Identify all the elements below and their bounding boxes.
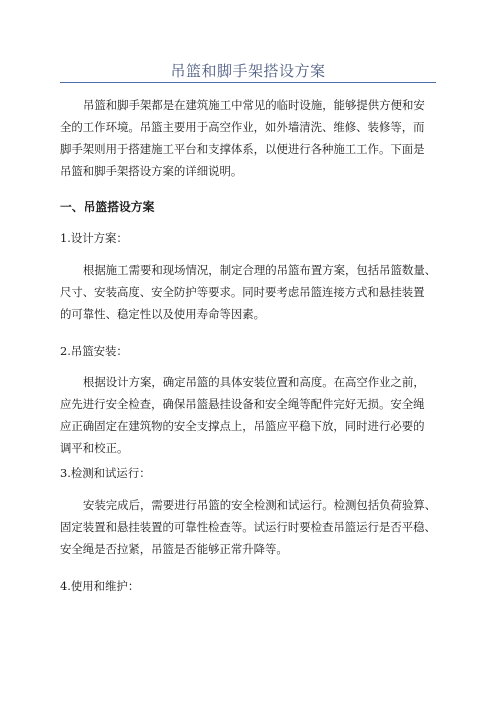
item-heading-design: 1.设计方案： (60, 231, 128, 245)
intro-line: 吊篮和脚手架都是在建筑施工中常见的临时设施，能够提供方便和安 (83, 98, 425, 112)
item-line: 应正确固定在建筑物的安全支撑点上，吊篮应平稳下放，同时进行必要的 (60, 419, 425, 433)
item-heading-maintenance: 4.使用和维护： (60, 579, 140, 593)
intro-line: 吊篮和脚手架搭设方案的详细说明。 (60, 164, 243, 178)
item-line: 固定装置和悬挂装置的可靠性检查等。试运行时要检查吊篮运行是否平稳、 (60, 520, 436, 534)
item-line: 调平和校正。 (60, 441, 129, 455)
item-line: 根据施工需要和现场情况，制定合理的吊篮布置方案，包括吊篮数量、 (83, 263, 437, 277)
item-line: 安全绳是否拉紧，吊篮是否能够正常升降等。 (60, 542, 288, 556)
section-heading: 一、吊篮搭设方案 (60, 200, 155, 214)
intro-paragraph (60, 94, 440, 182)
item-line: 尺寸、安装高度、安全防护等要求。同时要考虑吊篮连接方式和悬挂装置 (60, 285, 425, 299)
document-title: 吊篮和脚手架搭设方案 (170, 62, 326, 80)
item-paragraph-design (60, 259, 440, 325)
intro-line: 全的工作环境。吊篮主要用于高空作业，如外墙清洗、维修、装修等，而 (60, 120, 425, 134)
item-paragraph-testing (60, 494, 440, 560)
item-line: 安装完成后，需要进行吊篮的安全检测和试运行。检测包括负荷验算、 (83, 498, 437, 512)
item-paragraph-install (60, 371, 440, 459)
title-underline (60, 82, 436, 83)
intro-line: 脚手架则用于搭建施工平台和支撑体系，以便进行各种施工工作。下面是 (60, 142, 425, 156)
item-line: 应先进行安全检查，确保吊篮悬挂设备和安全绳等配件完好无损。安全绳 (60, 397, 425, 411)
item-heading-testing: 3.检测和试运行： (60, 466, 151, 480)
item-heading-install: 2.吊篮安装： (60, 344, 128, 358)
item-line: 的可靠性、稳定性以及使用寿命等因素。 (60, 307, 266, 321)
item-line: 根据设计方案，确定吊篮的具体安装位置和高度。在高空作业之前， (83, 375, 425, 389)
